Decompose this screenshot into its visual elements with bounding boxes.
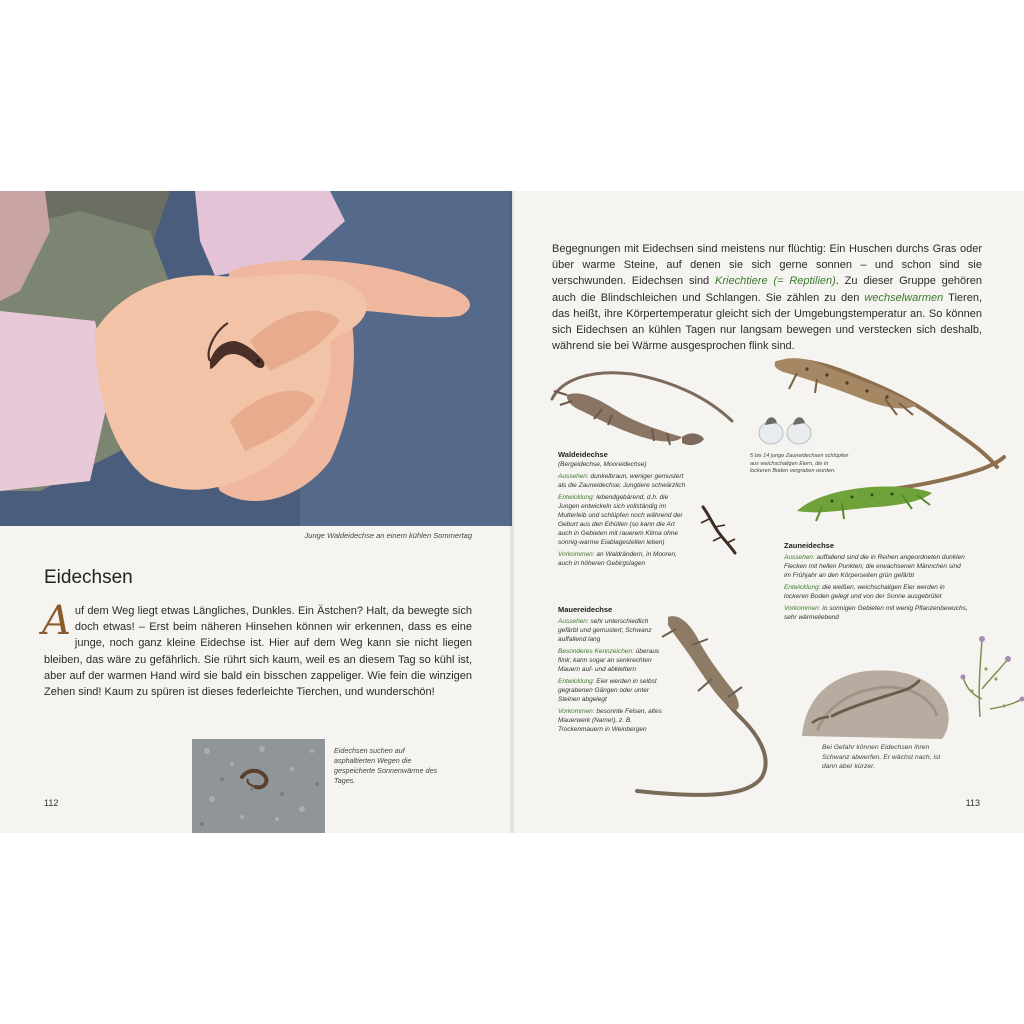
mauereidechse-aussehen: Aussehen: sehr unterschiedlich gefärbt und gemustert; Schwanz auffallend lang	[558, 618, 652, 643]
juvenile-waldeidechse-illustration	[695, 501, 741, 557]
waldeidechse-entwicklung: Entwicklung: lebendgebärend, d.h. die Jungen entwickeln sich vollständig im Mutterleib und schlüpfen noch während der Geburt aus den Eihüllen (so kann die Art auch in Gebieten mit rauerem Klima ohne sonnig-warme Eiablagestellen leben)	[558, 494, 683, 546]
book-gutter-shadow	[509, 191, 515, 833]
zauneidechse-name: Zauneidechse	[784, 541, 835, 550]
egg-caption: 5 bis 14 junge Zauneidechsen schlüpfen aus weichschaligen Eiern, die in lockeren Boden vergraben wurden.	[750, 453, 849, 474]
drop-cap: A	[42, 598, 71, 644]
waldeidechse-illustration	[542, 359, 742, 451]
waldeidechse-details	[558, 460, 688, 571]
term-wechselwarm: wechselwarmen	[864, 291, 944, 304]
waldeidechse-vorkommen: Vorkommen: an Waldrändern, in Mooren, auch in höheren Gebirgslagen	[558, 551, 677, 567]
mauereidechse-vorkommen: Vorkommen: besonnte Felsen, altes Mauerwerk (Name!), z. B. Trockenmauern in Weinbergen	[558, 708, 662, 733]
zauneidechse-vorkommen: Vorkommen: in sonnigen Gebieten mit wenig Pflanzenbewuchs, sehr wärmeliebend	[784, 605, 968, 621]
right-page	[512, 191, 1024, 833]
rock-with-lizard-illustration	[797, 661, 952, 741]
zauneidechse-green-illustration	[792, 449, 1007, 529]
small-photo-lizard-on-asphalt	[192, 739, 325, 833]
zauneidechse-aussehen: Aussehen: auffallend sind die in Reihen angeordneten dunklen Flecken mit hellen Punkten; die erwachsenen Männchen sind im Frühjahr an den Körperseiten grün gefärbt	[784, 554, 965, 579]
intro-part-1: Begegnungen mit Eidechsen sind meistens nur flüchtig: Ein Huschen durchs Gras oder über warme Steine, auf denen sie sich gerne sonnen – und schon sind sie verschwunden. Eidechsen sind	[552, 243, 982, 288]
small-photo-caption: Eidechsen suchen auf asphaltierten Wegen die gespeicherte Sonnenwärme des Tages.	[334, 746, 438, 785]
thyme-plant-illustration	[960, 629, 1024, 719]
intro-text: uf dem Weg liegt etwas Längliches, Dunkles. Ein Ästchen? Halt, da bewegte sich doch etwas! – Erst beim näheren Hinsehen können wir erkennen, dass es eine junge, noch ganz kleine Eidechse ist. Hier auf dem Weg kann sie nicht liegen bleiben, das wäre zu gefährlich. Sie rührt sich kaum, weil es an diesem Tag so kühl ist, aber auf der warmen Hand wird sie bald ein bisschen zappeliger. Wie fein die winzigen Zehen sind! Kaum zu spüren ist dieses federleichte Tierchen, und wunderschön!	[44, 605, 472, 699]
page-number-right: 113	[965, 798, 980, 808]
zauneidechse-details	[784, 553, 969, 625]
left-page	[0, 191, 512, 833]
page-title: Eidechsen	[44, 567, 133, 588]
waldeidechse-name: Waldeidechse	[558, 450, 608, 459]
right-intro-paragraph	[552, 241, 982, 354]
hero-caption: Junge Waldeidechse an einem kühlen Sommertag	[304, 531, 472, 540]
rock-caption: Bei Gefahr können Eidechsen ihren Schwanz abwerfen. Er wächst nach, ist dann aber kürzer.	[822, 744, 941, 770]
zauneidechse-entwicklung: Entwicklung: die weißen, weichschaligen Eier werden in lockeren Boden gelegt und von der Sonne ausgebrütet	[784, 584, 945, 600]
intro-paragraph	[42, 598, 472, 700]
mauereidechse-kennzeichen: Besonderes Kennzeichen: überaus flink; kann sogar an senkrechten Mauern auf- und abklettern	[558, 648, 660, 673]
intro-part-3: Tieren, das heißt, ihre Körpertemperatur gleicht sich der Umgebungstemperatur an. So können sich Eidechsen an kühlen Tagen nur langsam bewegen und verstecken sich deshalb, während sie bei Wärme ausgesprochen flink sind.	[552, 291, 983, 353]
term-kriechtiere: Kriechtiere (= Reptilien)	[715, 275, 836, 288]
mauereidechse-details	[558, 617, 668, 737]
mauereidechse-entwicklung: Entwicklung: Eier werden in selbst gegrabenen Gängen oder unter Steinen abgelegt	[558, 678, 657, 703]
page-number-left: 112	[44, 798, 59, 808]
intro-part-2: . Zu dieser Gruppe gehören auch die Blindschleichen und Schlangen. Sie zählen zu den	[552, 275, 982, 304]
book-spread	[0, 191, 1024, 833]
hero-photo-hands-with-lizard	[0, 191, 512, 526]
waldeidechse-aka: (Bergeidechse, Mooreidechse)	[558, 461, 647, 468]
waldeidechse-aussehen: Aussehen: dunkelbraun, weniger gemustert als die Zauneidechse; Jungtiere schwärzlich	[558, 473, 686, 489]
mauereidechse-name: Mauereidechse	[558, 605, 613, 614]
